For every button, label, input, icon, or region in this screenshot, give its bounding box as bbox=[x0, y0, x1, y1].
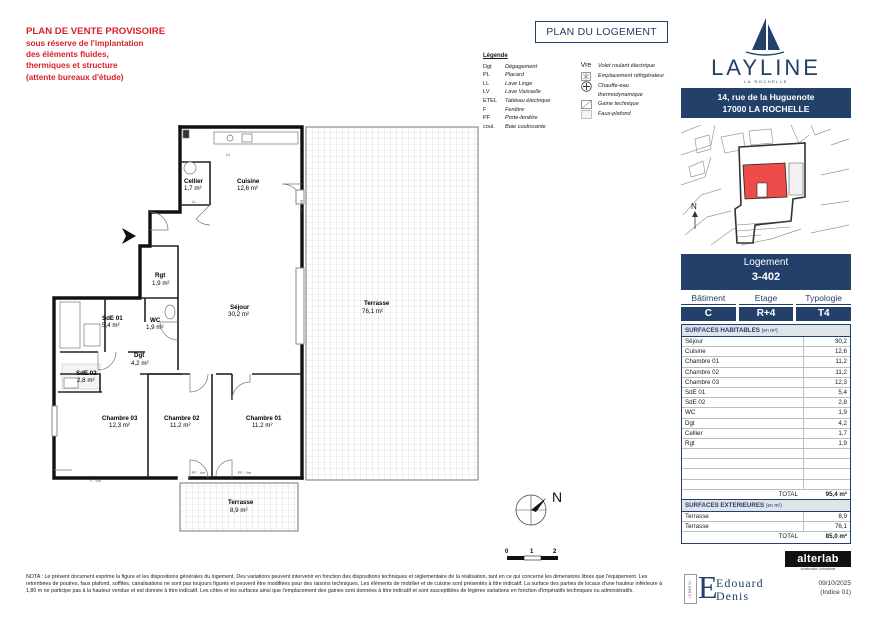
legend-code: F bbox=[483, 106, 487, 113]
table-row bbox=[682, 398, 850, 408]
technical-shaft-icon bbox=[574, 100, 598, 109]
mark-pf-3: PF - Vre bbox=[299, 200, 303, 214]
sailboat-logo-icon bbox=[742, 16, 788, 56]
ed-side-label: LE BIEN VU bbox=[684, 574, 697, 604]
legend-symbol-code: Vre bbox=[580, 62, 592, 70]
legend-label: Placard bbox=[505, 72, 524, 79]
legend-code: PL bbox=[483, 72, 490, 79]
legend-title: Légende bbox=[483, 53, 508, 59]
row-name: Chambre 03 bbox=[682, 378, 804, 387]
legend-symbol-label: Faux-plafond bbox=[598, 111, 631, 118]
legend-row bbox=[483, 71, 571, 80]
row-value: 1,7 bbox=[838, 429, 847, 437]
table-row bbox=[682, 337, 850, 347]
legend-symbol-label: Volet roulant électrique bbox=[598, 63, 656, 69]
bathroom-fixtures bbox=[60, 130, 196, 388]
room-area-wc: 1,9 m² bbox=[146, 324, 164, 331]
alterlab-logo: alterlab bbox=[785, 551, 851, 567]
room-label-rgt: Rgt bbox=[155, 272, 166, 279]
table-row bbox=[682, 439, 850, 449]
room-area-dgt: 4,2 m² bbox=[131, 360, 149, 367]
legend-code: PF bbox=[483, 115, 491, 122]
attr-typologie bbox=[796, 293, 851, 321]
legend-symbol-row bbox=[574, 82, 668, 99]
attr-etage bbox=[739, 293, 794, 321]
legend-code: LL bbox=[483, 80, 490, 87]
surfaces-habitables-header bbox=[682, 325, 850, 337]
table-row bbox=[682, 357, 850, 367]
legend-symbols bbox=[574, 62, 668, 120]
warning-line: sous réserve de l'implantation bbox=[26, 39, 144, 48]
legend-symbol-row bbox=[574, 72, 668, 81]
legend-row bbox=[483, 106, 571, 115]
legend-symbol-row bbox=[574, 110, 668, 119]
room-label-chambre02: Chambre 02 bbox=[164, 415, 200, 422]
row-value: 1,9 bbox=[838, 439, 847, 447]
surfaces-exterieures-title: SURFACES EXTERIEURES bbox=[685, 502, 765, 509]
attr-value: T4 bbox=[796, 307, 851, 321]
mark-pf-1: PF - Vre bbox=[192, 471, 206, 475]
terrace-main-area bbox=[306, 127, 478, 480]
row-name: WC bbox=[682, 408, 804, 417]
room-area-rgt: 1,9 m² bbox=[152, 280, 170, 287]
legend-code: Dgt bbox=[483, 63, 492, 70]
legend-code: LV bbox=[483, 89, 490, 96]
legend-symbol-label: Gaine technique bbox=[598, 101, 639, 108]
warning-line: des éléments fluides, bbox=[26, 50, 109, 60]
room-area-terrasse-main: 76,1 m² bbox=[362, 308, 383, 315]
surfaces-habitables-title: SURFACES HABITABLES bbox=[685, 327, 760, 334]
scale-label-1: 1 bbox=[530, 549, 534, 555]
room-label-chambre01: Chambre 01 bbox=[246, 415, 282, 422]
logement-label: Logement bbox=[743, 257, 789, 268]
logement-box bbox=[681, 254, 851, 290]
row-name: Terrasse bbox=[682, 512, 804, 521]
attr-label: Typologie bbox=[796, 293, 851, 305]
plan-title: PLAN DU LOGEMENT bbox=[535, 21, 668, 43]
ed-mark: E bbox=[698, 569, 718, 605]
kitchen-counter bbox=[214, 132, 298, 144]
legend-symbol-label: Chauffe-eau thermodynamique bbox=[598, 83, 643, 98]
room-label-cuisine: Cuisine bbox=[237, 178, 260, 185]
legend-row bbox=[483, 123, 571, 132]
warning-line: thermiques et structure bbox=[26, 61, 118, 71]
mark-ll: LL bbox=[192, 200, 196, 204]
surfaces-table bbox=[681, 324, 851, 544]
room-label-sde01: SdE 01 bbox=[102, 315, 123, 322]
exterieures-total-value: 85,0 m² bbox=[825, 533, 847, 541]
legend-label: Fenêtre bbox=[505, 106, 525, 113]
row-value: 5,4 bbox=[838, 388, 847, 396]
indice-value: (Indice 01) bbox=[820, 589, 851, 596]
room-label-wc: WC bbox=[150, 317, 161, 324]
address-box bbox=[681, 88, 851, 118]
brand-name: LAYLINE bbox=[711, 55, 821, 80]
legend-code: ETEL bbox=[483, 97, 497, 104]
room-area-sde02: 2,8 m² bbox=[77, 377, 95, 384]
room-label-sde02: SdE 02 bbox=[76, 370, 97, 377]
room-label-dgt: Dgt bbox=[134, 352, 145, 359]
legend-label: Baie coulissante bbox=[505, 123, 546, 130]
legal-note: NOTA : Le présent document exprime la figure et les dispositions générales du logement. Des variations peuvent intervenir en fonction des dispositions techniques et réglementaire de la réalisation, tant en ce qui concerne les dimensions libres que l'équipement. Les retombées de poutres, faux plafond, soffites, canalisations ne sont pas toujours figurés et peuvent être modifiées pour des raisons techniques. Les éléments de mobilier et de cuisine sont présentés à titre indicatif. La surface des parties de locaux d'une hauteur inférieure à 1,80 m ne participe pas à la hauteur vendue et est donnée à titre indicatif. Les côtes et les surfaces ainsi que l'emplacement des gaines sont données à titre indicatif et sont susceptibles de légères variations en fonction d'impératifs techniques ou administratifs. bbox=[26, 574, 663, 594]
legend-symbol-label: Emplacement réfrigérateur bbox=[598, 73, 665, 79]
surfaces-unit: (en m²) bbox=[761, 328, 778, 334]
legend-row bbox=[483, 114, 571, 123]
logement-attributes bbox=[681, 293, 851, 321]
brand-subtitle: LA ROCHELLE bbox=[744, 79, 788, 84]
table-row bbox=[682, 419, 850, 429]
table-row bbox=[682, 378, 850, 388]
mark-pf-2: PF - Vre bbox=[238, 471, 252, 475]
row-name: Rgt bbox=[682, 439, 804, 448]
row-value: 11,2 bbox=[835, 368, 847, 376]
mark-lv: LV bbox=[226, 153, 231, 157]
table-row bbox=[682, 429, 850, 439]
room-area-sde01: 5,4 m² bbox=[102, 322, 120, 329]
legend bbox=[483, 52, 571, 131]
room-label-terrasse-small: Terrasse bbox=[228, 499, 254, 506]
attr-value: R+4 bbox=[739, 307, 794, 321]
legend-code: coul. bbox=[483, 123, 495, 130]
table-row bbox=[682, 512, 850, 522]
attr-label: Etage bbox=[739, 293, 794, 305]
room-label-terrasse-main: Terrasse bbox=[364, 300, 390, 307]
compass-icon bbox=[516, 495, 546, 525]
legend-label: Lave Linge bbox=[505, 80, 533, 87]
row-name: SdE 01 bbox=[682, 388, 804, 397]
legend-row bbox=[483, 97, 571, 106]
row-name: Cuisine bbox=[682, 347, 804, 356]
table-row bbox=[682, 347, 850, 357]
surfaces-unit: (en m²) bbox=[765, 503, 782, 509]
row-value: 1,9 bbox=[838, 409, 847, 417]
legend-symbol-row bbox=[574, 62, 668, 71]
room-label-chambre03: Chambre 03 bbox=[102, 415, 138, 422]
attr-label: Bâtiment bbox=[681, 293, 736, 305]
scale-bar bbox=[507, 556, 558, 560]
row-value: 11,2 bbox=[835, 358, 847, 366]
warning-line: (attente bureaux d'étude) bbox=[26, 72, 124, 82]
exterieures-total-row bbox=[682, 532, 850, 542]
ed-name-2: Denis bbox=[716, 589, 749, 603]
false-ceiling-icon bbox=[574, 110, 598, 119]
legend-label: Lave Vaisselle bbox=[505, 89, 541, 96]
site-minimap bbox=[681, 125, 851, 247]
table-row-empty bbox=[682, 459, 850, 469]
row-name: Dgt bbox=[682, 419, 804, 428]
minimap-north-label: N bbox=[691, 202, 697, 211]
row-name: Chambre 02 bbox=[682, 368, 804, 377]
row-name: SdE 02 bbox=[682, 398, 804, 407]
table-row-empty bbox=[682, 469, 850, 479]
row-name: Séjour bbox=[682, 337, 804, 346]
row-value: 4,2 bbox=[838, 419, 847, 427]
document-date bbox=[790, 579, 851, 597]
row-name: Terrasse bbox=[682, 522, 804, 531]
room-area-chambre01: 11,2 m² bbox=[252, 422, 273, 429]
compass-north-label: N bbox=[552, 489, 563, 505]
table-row-empty bbox=[682, 449, 850, 459]
scale-label-2: 2 bbox=[553, 549, 557, 555]
legend-label: Tableau électrique bbox=[505, 97, 551, 104]
room-area-chambre03: 12,3 m² bbox=[109, 422, 130, 429]
total-label: TOTAL bbox=[778, 490, 798, 498]
alterlab-subtitle: construction | urbanisme bbox=[800, 567, 836, 571]
legend-row bbox=[483, 88, 571, 97]
row-value: 76,1 bbox=[834, 523, 847, 531]
surfaces-exterieures-header bbox=[682, 500, 850, 512]
room-area-cellier: 1,7 m² bbox=[184, 185, 202, 192]
table-row bbox=[682, 368, 850, 378]
scale-label-0: 0 bbox=[505, 549, 509, 555]
mark-f-1: F - Vre bbox=[90, 479, 101, 483]
room-label-cellier: Cellier bbox=[184, 178, 203, 185]
fridge-icon bbox=[574, 72, 598, 81]
row-value: 8,9 bbox=[838, 513, 847, 520]
table-row bbox=[682, 408, 850, 418]
row-name: Chambre 01 bbox=[682, 357, 804, 366]
address-line: 17000 LA ROCHELLE bbox=[722, 104, 810, 114]
legend-row bbox=[483, 80, 571, 89]
attr-value: C bbox=[681, 307, 736, 321]
table-row-empty bbox=[682, 480, 850, 490]
room-label-sejour: Séjour bbox=[230, 304, 250, 311]
address-line: 14, rue de la Huguenote bbox=[717, 92, 815, 102]
room-area-sejour: 30,2 m² bbox=[228, 311, 249, 318]
legend-label: Dégagement bbox=[505, 63, 538, 70]
date-value: 09/10/2025 bbox=[818, 580, 851, 587]
habitables-total-row bbox=[682, 490, 850, 500]
warning-title: PLAN DE VENTE PROVISOIRE bbox=[26, 26, 166, 37]
row-name: Cellier bbox=[682, 429, 804, 438]
habitables-total-value: 95,4 m² bbox=[825, 490, 847, 498]
room-area-terrasse-small: 8,9 m² bbox=[230, 507, 248, 514]
room-area-cuisine: 12,6 m² bbox=[237, 185, 258, 192]
row-value: 2,8 bbox=[838, 399, 847, 407]
row-value: 30,2 bbox=[834, 338, 847, 345]
legend-symbol-row bbox=[574, 100, 668, 109]
attr-batiment bbox=[681, 293, 736, 321]
room-area-chambre02: 11,2 m² bbox=[170, 422, 191, 429]
row-value: 12,3 bbox=[834, 378, 847, 386]
ed-name-1: Edouard bbox=[716, 576, 764, 590]
legend-row bbox=[483, 63, 571, 72]
water-heater-icon bbox=[574, 82, 598, 91]
entrance-arrow-icon bbox=[122, 228, 136, 244]
logement-number: 3-402 bbox=[751, 271, 781, 283]
row-value: 12,6 bbox=[834, 348, 847, 356]
total-label: TOTAL bbox=[778, 533, 798, 541]
table-row bbox=[682, 522, 850, 532]
legend-label: Porte-fenêtre bbox=[505, 115, 538, 122]
table-row bbox=[682, 388, 850, 398]
